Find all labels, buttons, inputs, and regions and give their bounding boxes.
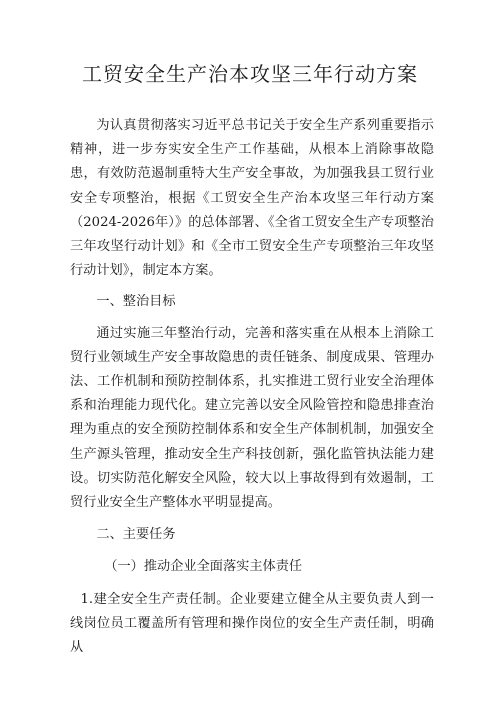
- task-item-1: 1.建全安全生产责任制。企业要建立健全从主要负责人到一线岗位员工覆盖所有管理和操作岗位的安全生产责任制，明确从: [70, 591, 434, 656]
- document-title: 工贸安全生产治本攻坚三年行动方案: [82, 62, 418, 86]
- section-heading-goals: 一、整治目标: [96, 294, 176, 310]
- document-body: [70, 114, 434, 660]
- section-heading-tasks: 二、主要任务: [96, 527, 176, 543]
- intro-paragraph: 为认真贯彻落实习近平总书记关于安全生产系列重要指示精神，进一步夯实安全生产工作基础，从根本上消除事故隐患，有效防范遏制重特大生产安全事故，为加强我县工贸行业安全专项整治，根据《工贸安全生产治本攻坚三年行动方案（2024-2026年）》的总体部署、《全省工贸安全生产专项整治三年攻坚行动计划》和《全市工贸安全生产专项整治三年攻坚行动计划》，制定本方案。: [70, 118, 434, 279]
- goals-paragraph: 通过实施三年整治行动，完善和落实重在从根本上消除工贸行业领域生产安全事故隐患的责任链条、制度成果、管理办法、工作机制和预防控制体系，扎实推进工贸行业安全治理体系和治理能力现代化。建立完善以安全风险管控和隐患排查治理为重点的安全预防控制体系和安全生产体制机制，加强安全生产源头管理，推动安全生产科技创新，强化监管执法能力建设。切实防范化解安全风险，较大以上事故得到有效遏制，工贸行业安全生产整体水平明显提高。: [70, 325, 434, 511]
- subsection-heading-enterprise: （一）推动企业全面落实主体责任: [104, 559, 303, 575]
